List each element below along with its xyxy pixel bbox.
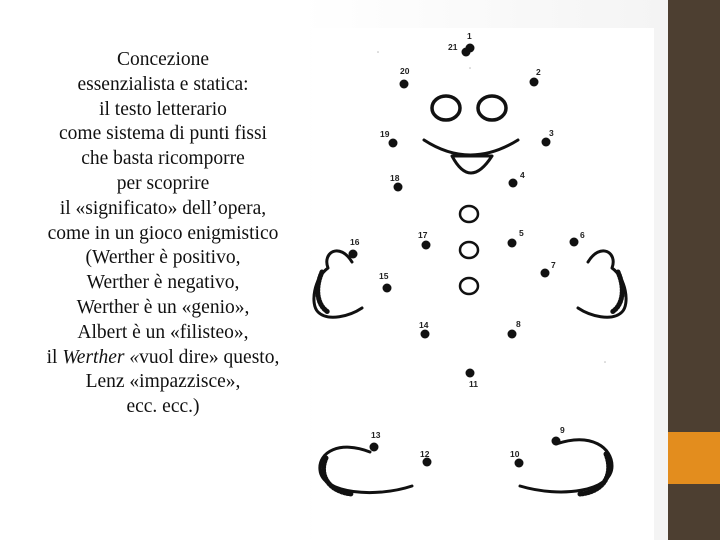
dot-9 xyxy=(552,437,561,446)
faint-mark xyxy=(469,67,471,69)
dot-number-13: 13 xyxy=(371,430,381,440)
left-eye-outline xyxy=(432,96,460,120)
dot-15 xyxy=(383,284,392,293)
dot-13 xyxy=(370,443,379,452)
dot-8 xyxy=(508,330,517,339)
dot-20 xyxy=(400,80,409,89)
dot-number-16: 16 xyxy=(350,237,360,247)
text-line: come sistema di punti fissi xyxy=(59,123,267,145)
text-line: Albert è un «filisteo», xyxy=(77,321,249,343)
dot-10 xyxy=(515,459,524,468)
text-line: essenzialista e statica: xyxy=(77,73,249,95)
dot-number-8: 8 xyxy=(516,319,521,329)
dot-number-17: 17 xyxy=(418,230,428,240)
text-line: per scoprire xyxy=(116,172,210,194)
right-foot-fringe xyxy=(580,454,609,494)
dot-number-9: 9 xyxy=(560,425,565,435)
dot-number-1: 1 xyxy=(467,31,472,41)
text-fragment: il xyxy=(46,346,63,368)
right-eye-outline xyxy=(478,96,506,120)
dot-numbers-group xyxy=(350,31,585,459)
faint-mark xyxy=(377,51,379,53)
smile-line xyxy=(424,140,518,155)
dot-6 xyxy=(570,238,579,247)
dot-11 xyxy=(466,369,475,378)
dot-number-11: 11 xyxy=(469,379,478,389)
faint-mark xyxy=(604,361,606,363)
faint-marks xyxy=(377,51,606,363)
text-line: Werther è un «genio», xyxy=(76,296,250,318)
button-top-outline xyxy=(460,206,478,222)
button-bottom-outline xyxy=(460,278,478,294)
text-line: che basta ricomporre xyxy=(81,148,245,170)
button-middle-outline xyxy=(460,242,478,258)
text-line: come in un gioco enigmistico xyxy=(47,222,279,244)
dot-number-15: 15 xyxy=(379,271,389,281)
mouth-outline xyxy=(452,156,492,173)
dot-19 xyxy=(389,139,398,148)
dot-number-20: 20 xyxy=(400,66,410,76)
dot-number-18: 18 xyxy=(390,173,400,183)
dot-5 xyxy=(508,239,517,248)
dot-21 xyxy=(462,48,471,57)
text-line: ecc. ecc.) xyxy=(126,396,200,418)
dot-number-4: 4 xyxy=(520,170,525,180)
dot-number-21: 21 xyxy=(448,42,458,52)
text-fragment: vuol dire» questo, xyxy=(139,346,280,368)
left-foot-fringe xyxy=(324,458,352,494)
dot-number-10: 10 xyxy=(510,449,520,459)
dot-number-6: 6 xyxy=(580,230,585,240)
dot-number-2: 2 xyxy=(536,67,541,77)
dot-14 xyxy=(421,330,430,339)
dot-7 xyxy=(541,269,550,278)
dot-2 xyxy=(530,78,539,87)
left-hand-fringe xyxy=(318,272,328,312)
dot-number-14: 14 xyxy=(419,320,429,330)
dot-18 xyxy=(394,183,403,192)
dot-number-5: 5 xyxy=(519,228,524,238)
text-line: Lenz «impazzisce», xyxy=(85,371,241,393)
text-line: il «significato» dell’opera, xyxy=(59,197,267,219)
dot-number-7: 7 xyxy=(551,260,556,270)
dot-16 xyxy=(349,250,358,259)
dot-number-3: 3 xyxy=(549,128,554,138)
dot-number-12: 12 xyxy=(420,449,430,459)
werther-title-italic: Werther « xyxy=(62,346,140,368)
right-foot-outline xyxy=(520,440,612,492)
dot-17 xyxy=(422,241,431,250)
text-line: Werther è negativo, xyxy=(86,272,240,294)
dot-number-19: 19 xyxy=(380,129,390,139)
text-line: il testo letterario xyxy=(99,98,227,120)
text-line: Concezione xyxy=(116,49,210,70)
right-hand-fringe xyxy=(612,272,622,312)
dot-4 xyxy=(509,179,518,188)
text-line: (Werther è positivo, xyxy=(85,247,241,269)
dot-3 xyxy=(542,138,551,147)
